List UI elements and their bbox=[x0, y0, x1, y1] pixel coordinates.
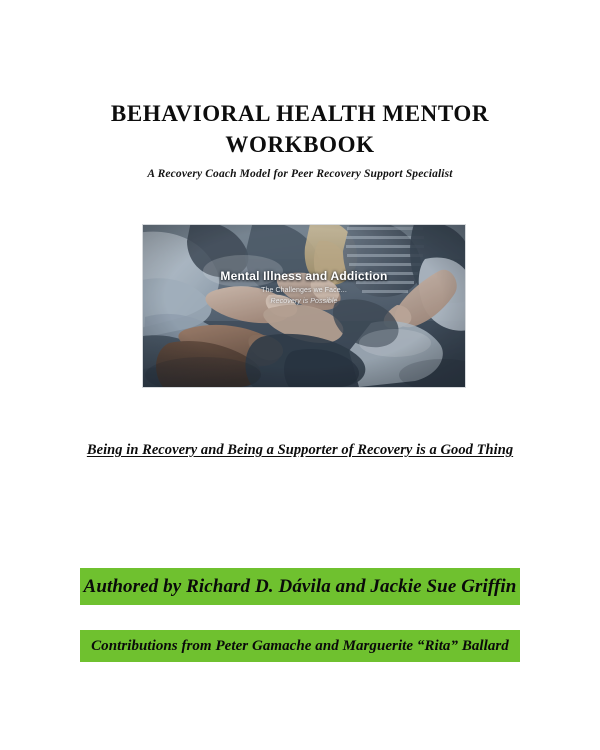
title-line-2: WORKBOOK bbox=[225, 132, 375, 157]
photo-overlay-line-1: The Challenges we Face... bbox=[261, 287, 347, 294]
page-title bbox=[0, 98, 600, 160]
photo-overlay-title: Mental Illness and Addiction bbox=[220, 269, 388, 283]
cover-tagline: Being in Recovery and Being a Supporter of Recovery is a Good Thing bbox=[86, 442, 514, 458]
photo-overlay-line-2: Recovery is Possible bbox=[270, 298, 338, 305]
contributors-banner bbox=[80, 630, 520, 662]
support-group-photo-illustration bbox=[143, 225, 465, 387]
cover-photo bbox=[143, 225, 465, 387]
contributors-banner-text: Contributions from Peter Gamache and Marguerite “Rita” Ballard bbox=[91, 637, 509, 654]
authors-banner bbox=[80, 568, 520, 605]
title-line-1: BEHAVIORAL HEALTH MENTOR bbox=[110, 101, 490, 126]
book-subtitle: A Recovery Coach Model for Peer Recovery Support Specialist bbox=[147, 168, 453, 180]
authors-banner-text: Authored by Richard D. Dávila and Jackie Sue Griffin bbox=[83, 575, 517, 597]
